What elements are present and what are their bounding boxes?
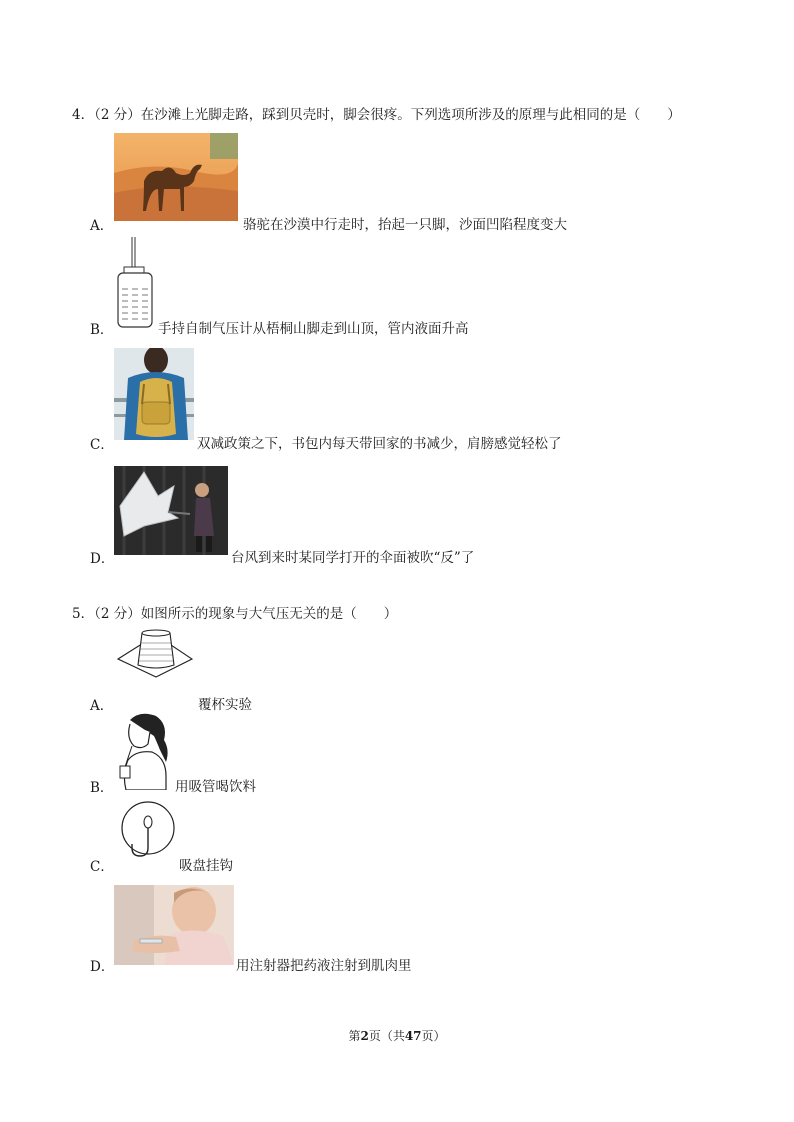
suction-cup-hook-diagram (116, 800, 178, 862)
footer-suffix: 页） (421, 1029, 446, 1043)
q4-option-b-letter: B． (90, 322, 114, 338)
q4-option-c-text: 双减政策之下，书包内每天带回家的书减少，肩膀感觉轻松了 (197, 436, 562, 452)
q4-option-d-text: 台风到来时某同学打开的伞面被吹“反”了 (231, 550, 475, 566)
q5-option-a-text: 覆杯实验 (198, 697, 252, 713)
q4-option-d-letter: D． (90, 551, 115, 567)
baby-injection-photo (114, 885, 234, 965)
footer-page-number: 2 (360, 1029, 369, 1043)
inverted-cup-diagram (116, 629, 194, 679)
camel-desert-photo (114, 133, 238, 221)
q5-option-c-text: 吸盘挂钩 (179, 858, 233, 874)
q5-option-a-letter: A． (90, 698, 114, 714)
q4-option-a-text: 骆驼在沙漠中行走时，抬起一只脚，沙面凹陷程度变大 (243, 217, 567, 233)
girl-drinking-straw-drawing (116, 710, 172, 790)
footer-total-pages: 47 (404, 1029, 422, 1043)
q4-option-a-letter: A． (90, 218, 114, 234)
q4-option-c-letter: C． (90, 437, 114, 453)
q5-option-c-letter: C． (90, 859, 114, 875)
footer-prefix: 第 (348, 1029, 361, 1043)
q5-option-d-letter: D． (90, 959, 115, 975)
q5-option-b-text: 用吸管喝饮料 (175, 779, 256, 795)
page-footer (0, 1027, 794, 1044)
barometer-bottle-diagram (114, 237, 156, 329)
q5-option-b-letter: B． (90, 780, 114, 796)
backpack-student-photo (114, 348, 194, 440)
q4-option-b-text: 手持自制气压计从梧桐山脚走到山顶，管内液面升高 (158, 321, 469, 337)
question-5-stem: 5．（2 分）如图所示的现象与大气压无关的是（ ） (72, 606, 398, 622)
q5-option-d-text: 用注射器把药液注射到肌肉里 (236, 958, 412, 974)
umbrella-inverted-photo (114, 466, 228, 555)
footer-middle: 页（共 (368, 1029, 405, 1043)
question-4-stem: 4．（2 分）在沙滩上光脚走路，踩到贝壳时，脚会很疼。下列选项所涉及的原理与此相同的是（ ） (72, 107, 681, 123)
